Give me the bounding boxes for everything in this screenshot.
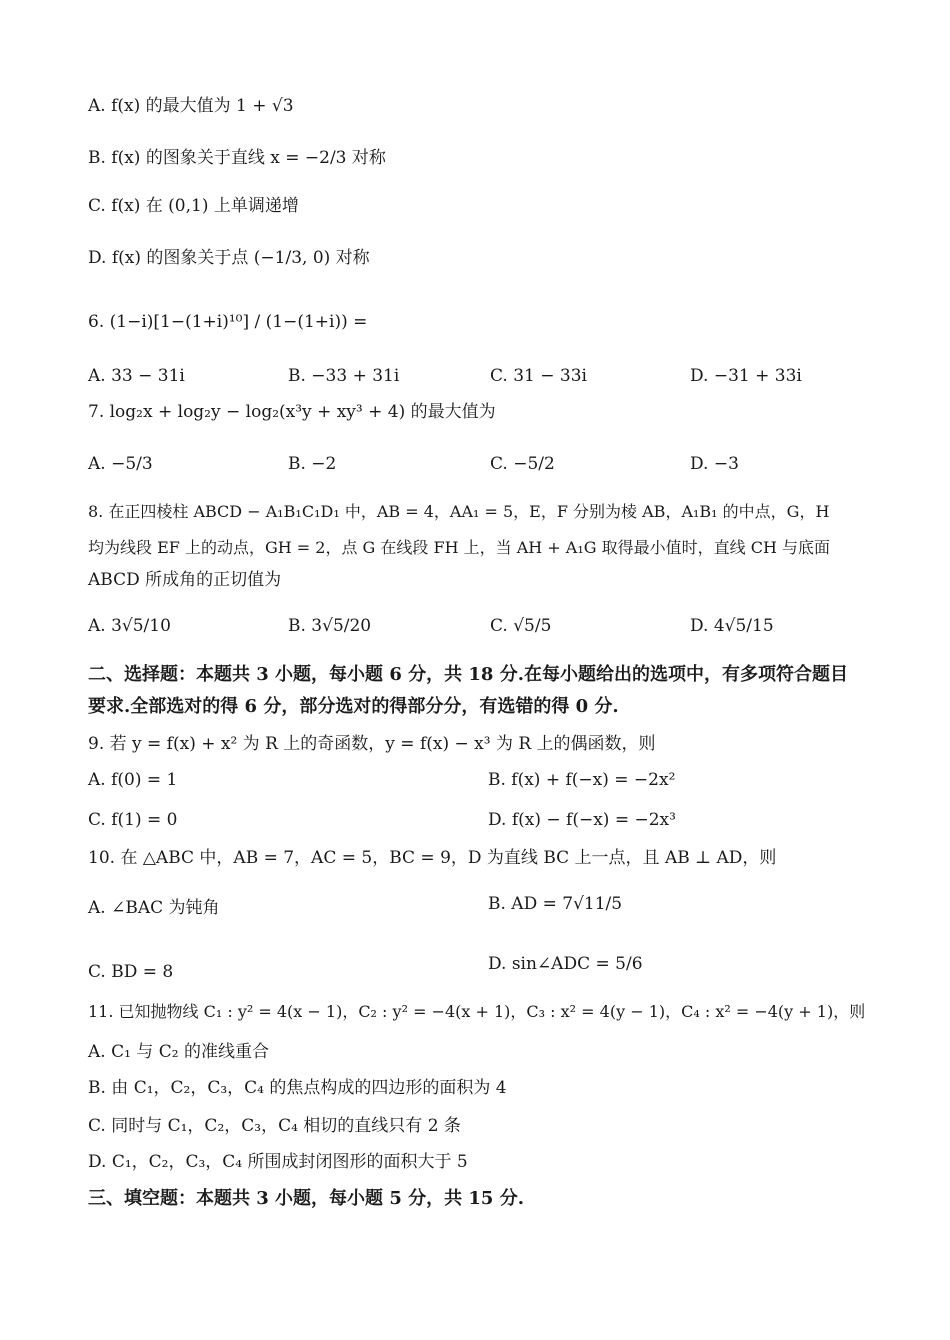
q10-option-b: B. AD = 7√11/5: [488, 894, 623, 914]
q7-option-a: A. −5/3: [88, 454, 153, 474]
q10-option-a: A. ∠BAC 为钝角: [88, 898, 220, 918]
q9-option-a: A. f(0) = 1: [88, 770, 178, 790]
q11-option-c: C. 同时与 C₁，C₂，C₃，C₄ 相切的直线只有 2 条: [88, 1116, 461, 1136]
q6-option-c: C. 31 − 33i: [490, 366, 587, 386]
q8-stem-line-2: 均为线段 EF 上的动点，GH = 2，点 G 在线段 FH 上，当 AH + A₁G 取得最小值时，直线 CH 与底面: [88, 538, 831, 557]
q9-option-c: C. f(1) = 0: [88, 810, 178, 830]
q11-option-a: A. C₁ 与 C₂ 的准线重合: [88, 1042, 269, 1062]
q5-option-a: A. f(x) 的最大值为 1 + √3: [88, 96, 294, 116]
q8-option-d: D. 4√5/15: [690, 616, 774, 636]
section-2-heading: 二、选择题：本题共 3 小题，每小题 6 分，共 18 分.在每小题给出的选项中，有多项符合题目: [88, 664, 848, 685]
q5-option-b: B. f(x) 的图象关于直线 x = −2/3 对称: [88, 148, 386, 168]
q10-option-c: C. BD = 8: [88, 962, 174, 982]
q6-stem: 6. (1−i)[1−(1+i)¹⁰] / (1−(1+i)) =: [88, 312, 368, 332]
q7-option-c: C. −5/2: [490, 454, 555, 474]
q10-option-d: D. sin∠ADC = 5/6: [488, 954, 643, 974]
q6-option-a: A. 33 − 31i: [88, 366, 185, 386]
q6-option-b: B. −33 + 31i: [288, 366, 400, 386]
q8-option-a: A. 3√5/10: [88, 616, 171, 636]
q9-stem: 9. 若 y = f(x) + x² 为 R 上的奇函数，y = f(x) − x³ 为 R 上的偶函数，则: [88, 734, 656, 754]
q11-option-b: B. 由 C₁，C₂，C₃，C₄ 的焦点构成的四边形的面积为 4: [88, 1078, 507, 1098]
q9-option-d: D. f(x) − f(−x) = −2x³: [488, 810, 676, 830]
q10-stem: 10. 在 △ABC 中，AB = 7，AC = 5，BC = 9，D 为直线 BC 上一点，且 AB ⊥ AD，则: [88, 848, 777, 868]
section-3-heading: 三、填空题：本题共 3 小题，每小题 5 分，共 15 分.: [88, 1188, 524, 1209]
q8-stem-line-3: ABCD 所成角的正切值为: [88, 570, 282, 590]
q8-option-c: C. √5/5: [490, 616, 552, 636]
q7-option-d: D. −3: [690, 454, 739, 474]
q5-option-d: D. f(x) 的图象关于点 (−1/3, 0) 对称: [88, 248, 370, 268]
q8-option-b: B. 3√5/20: [288, 616, 372, 636]
q7-option-b: B. −2: [288, 454, 337, 474]
q11-stem: 11. 已知抛物线 C₁ : y² = 4(x − 1)，C₂ : y² = −4(x + 1)，C₃ : x² = 4(y − 1)，C₄ : x² = −4(y + 1)，则: [88, 1002, 866, 1021]
section-2-heading-cont: 要求.全部选对的得 6 分，部分选对的得部分分，有选错的得 0 分.: [88, 696, 619, 717]
q7-stem: 7. log₂x + log₂y − log₂(x³y + xy³ + 4) 的最大值为: [88, 402, 496, 422]
q8-stem-line-1: 8. 在正四棱柱 ABCD − A₁B₁C₁D₁ 中，AB = 4，AA₁ = 5，E，F 分别为棱 AB，A₁B₁ 的中点，G，H: [88, 502, 830, 521]
q9-option-b: B. f(x) + f(−x) = −2x²: [488, 770, 676, 790]
q5-option-c: C. f(x) 在 (0,1) 上单调递增: [88, 196, 299, 216]
q11-option-d: D. C₁，C₂，C₃，C₄ 所围成封闭图形的面积大于 5: [88, 1152, 468, 1172]
q6-option-d: D. −31 + 33i: [690, 366, 802, 386]
